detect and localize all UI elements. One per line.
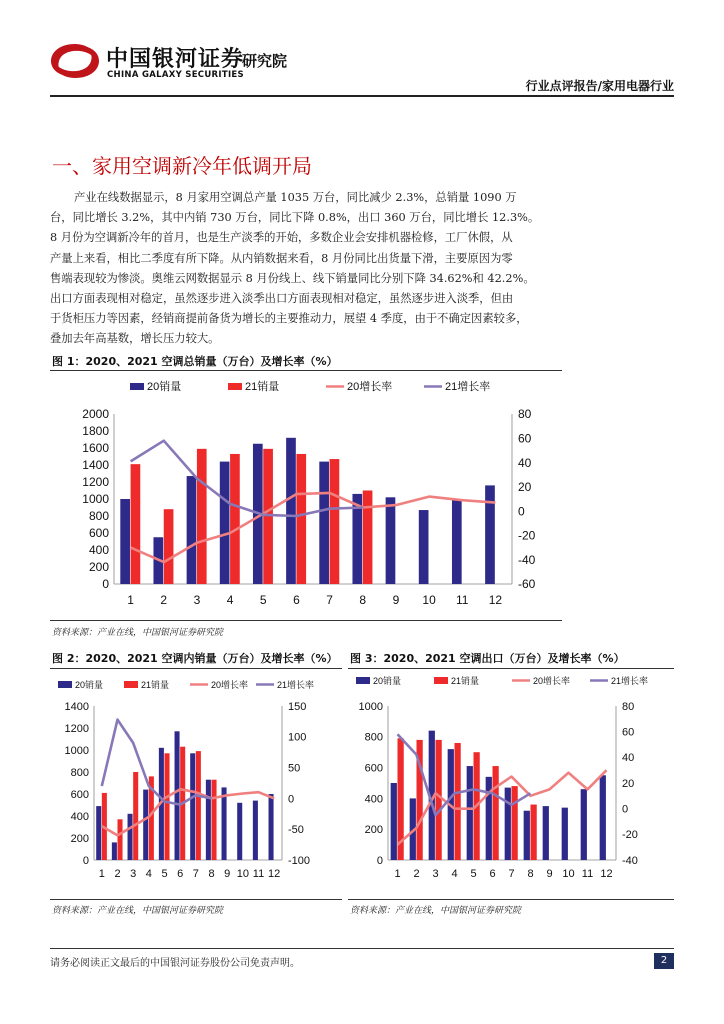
legend-label: 20销量 (147, 381, 182, 393)
bar (600, 775, 606, 860)
paragraph-line: 8 月份为空调新冷年的首月，也是生产淡季的开始，多数企业会安排机器检修，工厂休假，从 (50, 231, 513, 245)
page-number: 2 (654, 953, 674, 969)
y2-tick-label: 150 (288, 700, 307, 713)
bar (164, 509, 174, 584)
bar (419, 510, 429, 584)
figure-2-top-rule (50, 668, 342, 669)
y-tick-label: 1000 (64, 744, 89, 757)
y-tick-label: 200 (364, 824, 383, 837)
x-tick-label: 2 (114, 868, 121, 880)
y-tick-label: 1000 (358, 700, 383, 713)
x-tick-label: 3 (193, 593, 201, 607)
bar (190, 753, 195, 860)
bar (212, 780, 217, 860)
chart-2-svg (50, 672, 342, 892)
figure-3-title: 图 3：2020、2021 空调出口（万台）及增长率（%） (350, 652, 625, 665)
paragraph-line: 叠加去年高基数，增长压力较大。 (50, 332, 220, 346)
paragraph-line: 售端表现较为惨淡。奥维云网数据显示 8 月份线上、线下销量同比分别下降 34.62%和 42.2%。 (50, 271, 535, 285)
figure-1-chart (52, 372, 562, 612)
y2-tick-label: 100 (288, 731, 307, 744)
x-tick-label: 3 (432, 868, 439, 880)
paragraph-line: 产量上来看，相比二季度有所下降。从内销数据来看，8 月份同比出货量下滑，主要原因为零 (50, 251, 513, 265)
x-tick-label: 12 (600, 868, 613, 880)
bar (143, 790, 148, 860)
legend-label: 21销量 (245, 381, 280, 393)
x-tick-label: 10 (422, 593, 436, 607)
y2-tick-label: -50 (288, 824, 304, 837)
legend-swatch (124, 681, 138, 688)
legend-label: 20增长率 (533, 676, 571, 686)
page-header (0, 0, 724, 100)
x-tick-label: 8 (527, 868, 534, 880)
y-tick-label: 1000 (82, 492, 109, 507)
bar (296, 454, 306, 584)
bar (112, 842, 117, 860)
bar (330, 459, 340, 584)
bar (165, 753, 170, 860)
y-tick-label: 0 (102, 577, 109, 592)
bar (263, 449, 273, 584)
bar (436, 740, 442, 860)
y-tick-label: 400 (364, 793, 383, 806)
y-tick-label: 0 (82, 854, 89, 867)
y2-tick-label: 20 (622, 777, 635, 790)
y2-tick-label: 0 (518, 504, 525, 519)
bar (133, 772, 138, 860)
bar (197, 449, 207, 584)
bar (543, 806, 549, 860)
x-tick-label: 5 (470, 868, 477, 880)
x-tick-label: 4 (451, 868, 458, 880)
bar (581, 789, 587, 860)
bar (269, 794, 274, 860)
y2-tick-label: 0 (288, 793, 295, 806)
footer-divider (50, 948, 674, 949)
y2-tick-label: -100 (288, 854, 311, 867)
chart-3-svg (350, 672, 672, 892)
y-tick-label: 1200 (64, 722, 89, 735)
x-tick-label: 2 (160, 593, 168, 607)
y2-tick-label: 20 (518, 480, 532, 495)
bar (206, 780, 211, 860)
figure-2-title: 图 2：2020、2021 空调内销量（万台）及增长率（%） (52, 652, 338, 665)
bar (505, 788, 511, 860)
x-tick-label: 12 (488, 593, 503, 607)
y-tick-label: 600 (70, 788, 89, 801)
bar (485, 485, 495, 584)
figure-2-chart (50, 672, 342, 892)
bar (455, 743, 461, 860)
legend-label: 21销量 (141, 680, 170, 690)
institute-name: 研究院 (242, 52, 288, 70)
y-tick-label: 400 (70, 810, 89, 823)
legend-label: 20销量 (373, 676, 402, 686)
x-tick-label: 1 (98, 868, 105, 880)
bar (467, 766, 473, 860)
bar (120, 499, 130, 584)
y2-tick-label: 60 (622, 726, 635, 739)
figure-1-top-rule (50, 370, 562, 371)
x-tick-label: 1 (127, 593, 134, 607)
bar (237, 803, 242, 860)
x-tick-label: 10 (562, 868, 575, 880)
y-tick-label: 800 (364, 731, 383, 744)
y2-tick-label: 0 (622, 803, 629, 816)
x-tick-label: 1 (394, 868, 401, 880)
figure-3-top-rule (348, 668, 674, 669)
x-tick-label: 11 (581, 868, 594, 880)
body-paragraph (50, 188, 550, 350)
bar (175, 731, 180, 860)
bar (531, 805, 537, 860)
y2-tick-label: -40 (518, 552, 536, 567)
x-tick-label: 7 (326, 593, 333, 607)
legend-label: 21增长率 (277, 680, 315, 690)
y2-tick-label: 50 (288, 762, 301, 775)
bar (512, 786, 518, 860)
legend-label: 20增长率 (347, 381, 393, 393)
x-tick-label: 4 (226, 593, 234, 607)
x-tick-label: 8 (208, 868, 215, 880)
y-tick-label: 200 (70, 832, 89, 845)
y2-tick-label: 80 (622, 700, 635, 713)
x-tick-label: 10 (236, 868, 249, 880)
y2-tick-label: 80 (518, 407, 532, 422)
bar (286, 438, 296, 584)
x-tick-label: 6 (489, 868, 496, 880)
y-tick-label: 1400 (64, 700, 89, 713)
bar (187, 476, 197, 584)
bar (391, 783, 397, 860)
section-title: 一、家用空调新冷年低调开局 (52, 154, 312, 178)
bar (562, 808, 568, 860)
y2-tick-label: 40 (518, 455, 532, 470)
figure-3-source: 资料来源：产业在线，中国银河证券研究院 (350, 906, 522, 916)
x-tick-label: 11 (252, 868, 265, 880)
y-tick-label: 400 (88, 543, 109, 558)
figure-1-bottom-rule (50, 620, 562, 621)
figure-3-chart (350, 672, 672, 892)
bar (386, 497, 396, 584)
bar (493, 766, 499, 860)
x-tick-label: 6 (293, 593, 300, 607)
footer-disclaimer: 请务必阅读正文最后的中国银河证券股份公司免责声明。 (50, 958, 300, 969)
bar (230, 454, 240, 584)
y2-tick-label: -20 (518, 528, 536, 543)
x-tick-label: 3 (130, 868, 137, 880)
y2-tick-label: 40 (622, 752, 635, 765)
paragraph-line: 产业在线数据显示，8 月家用空调总产量 1035 万台，同比减少 2.3%，总销量 1090 万 (74, 191, 517, 204)
bar (220, 462, 230, 584)
bar (118, 819, 123, 860)
bar (222, 787, 227, 860)
legend-swatch (434, 677, 448, 684)
brand-name: 中国银河证券 (106, 47, 245, 72)
y2-tick-label: 60 (518, 431, 532, 446)
header-divider (50, 95, 674, 97)
y-tick-label: 200 (88, 560, 109, 575)
legend-label: 21增长率 (445, 381, 491, 393)
bar (253, 801, 258, 860)
y-tick-label: 1800 (82, 424, 109, 439)
series-line (131, 493, 496, 562)
x-tick-label: 2 (413, 868, 420, 880)
x-tick-label: 11 (456, 593, 469, 607)
legend-swatch (228, 383, 242, 390)
x-tick-label: 5 (161, 868, 168, 880)
report-category: 行业点评报告/家用电器行业 (525, 79, 674, 93)
y-tick-label: 600 (364, 762, 383, 775)
bar (319, 462, 329, 584)
y-tick-label: 0 (376, 854, 383, 867)
legend-label: 21销量 (451, 676, 480, 686)
galaxy-swirl-logo-icon (48, 40, 102, 82)
y2-tick-label: -40 (622, 854, 638, 867)
series-line (102, 789, 274, 835)
legend-swatch (130, 383, 144, 390)
legend-label: 21增长率 (611, 676, 649, 686)
figure-2-bottom-rule (50, 899, 342, 900)
paragraph-line: 台，同比增长 3.2%，其中内销 730 万台，同比下降 0.8%，出口 360 万台，同比增长 12.3%。 (50, 211, 540, 225)
bar (363, 491, 373, 585)
figure-3-bottom-rule (348, 899, 674, 900)
x-tick-label: 4 (145, 868, 152, 880)
legend-label: 20销量 (75, 680, 104, 690)
legend-swatch (58, 681, 72, 688)
y-tick-label: 2000 (82, 407, 109, 422)
paragraph-line: 于货柜压力等因素，经销商提前备货为增长的主要推动力，展望 4 季度，由于不确定因素较多， (50, 312, 528, 326)
paragraph-line: 出口方面表现相对稳定，虽然逐步进入淡季出口方面表现相对稳定，虽然逐步进入淡季，但由 (50, 292, 514, 306)
x-tick-label: 12 (268, 868, 281, 880)
chart-1-svg (52, 372, 562, 612)
figure-1-title: 图 1：2020、2021 空调总销量（万台）及增长率（%） (52, 355, 338, 368)
bar (524, 811, 530, 860)
x-tick-label: 9 (224, 868, 231, 880)
x-tick-label: 6 (177, 868, 184, 880)
figure-1-source: 资料来源：产业在线，中国银河证券研究院 (52, 628, 224, 638)
x-tick-label: 9 (546, 868, 553, 880)
y-tick-label: 800 (70, 766, 89, 779)
brand-name-en: CHINA GALAXY SECURITIES (107, 70, 244, 80)
legend-label: 20增长率 (211, 680, 249, 690)
y-tick-label: 1600 (82, 441, 109, 456)
y2-tick-label: -20 (622, 829, 638, 842)
x-tick-label: 8 (359, 593, 367, 607)
legend-swatch (356, 677, 370, 684)
y2-tick-label: -60 (518, 577, 536, 592)
bar (128, 814, 133, 860)
x-tick-label: 7 (508, 868, 515, 880)
y-tick-label: 1400 (82, 458, 109, 473)
bar (452, 499, 462, 584)
figure-2-source: 资料来源：产业在线，中国银河证券研究院 (52, 906, 224, 916)
x-tick-label: 9 (392, 593, 400, 607)
x-tick-label: 7 (192, 868, 199, 880)
y-tick-label: 600 (88, 526, 109, 541)
bar (131, 464, 141, 584)
y-tick-label: 1200 (82, 475, 109, 490)
bar (96, 806, 101, 860)
x-tick-label: 5 (259, 593, 267, 607)
bar (196, 751, 201, 860)
y-tick-label: 800 (88, 509, 109, 524)
